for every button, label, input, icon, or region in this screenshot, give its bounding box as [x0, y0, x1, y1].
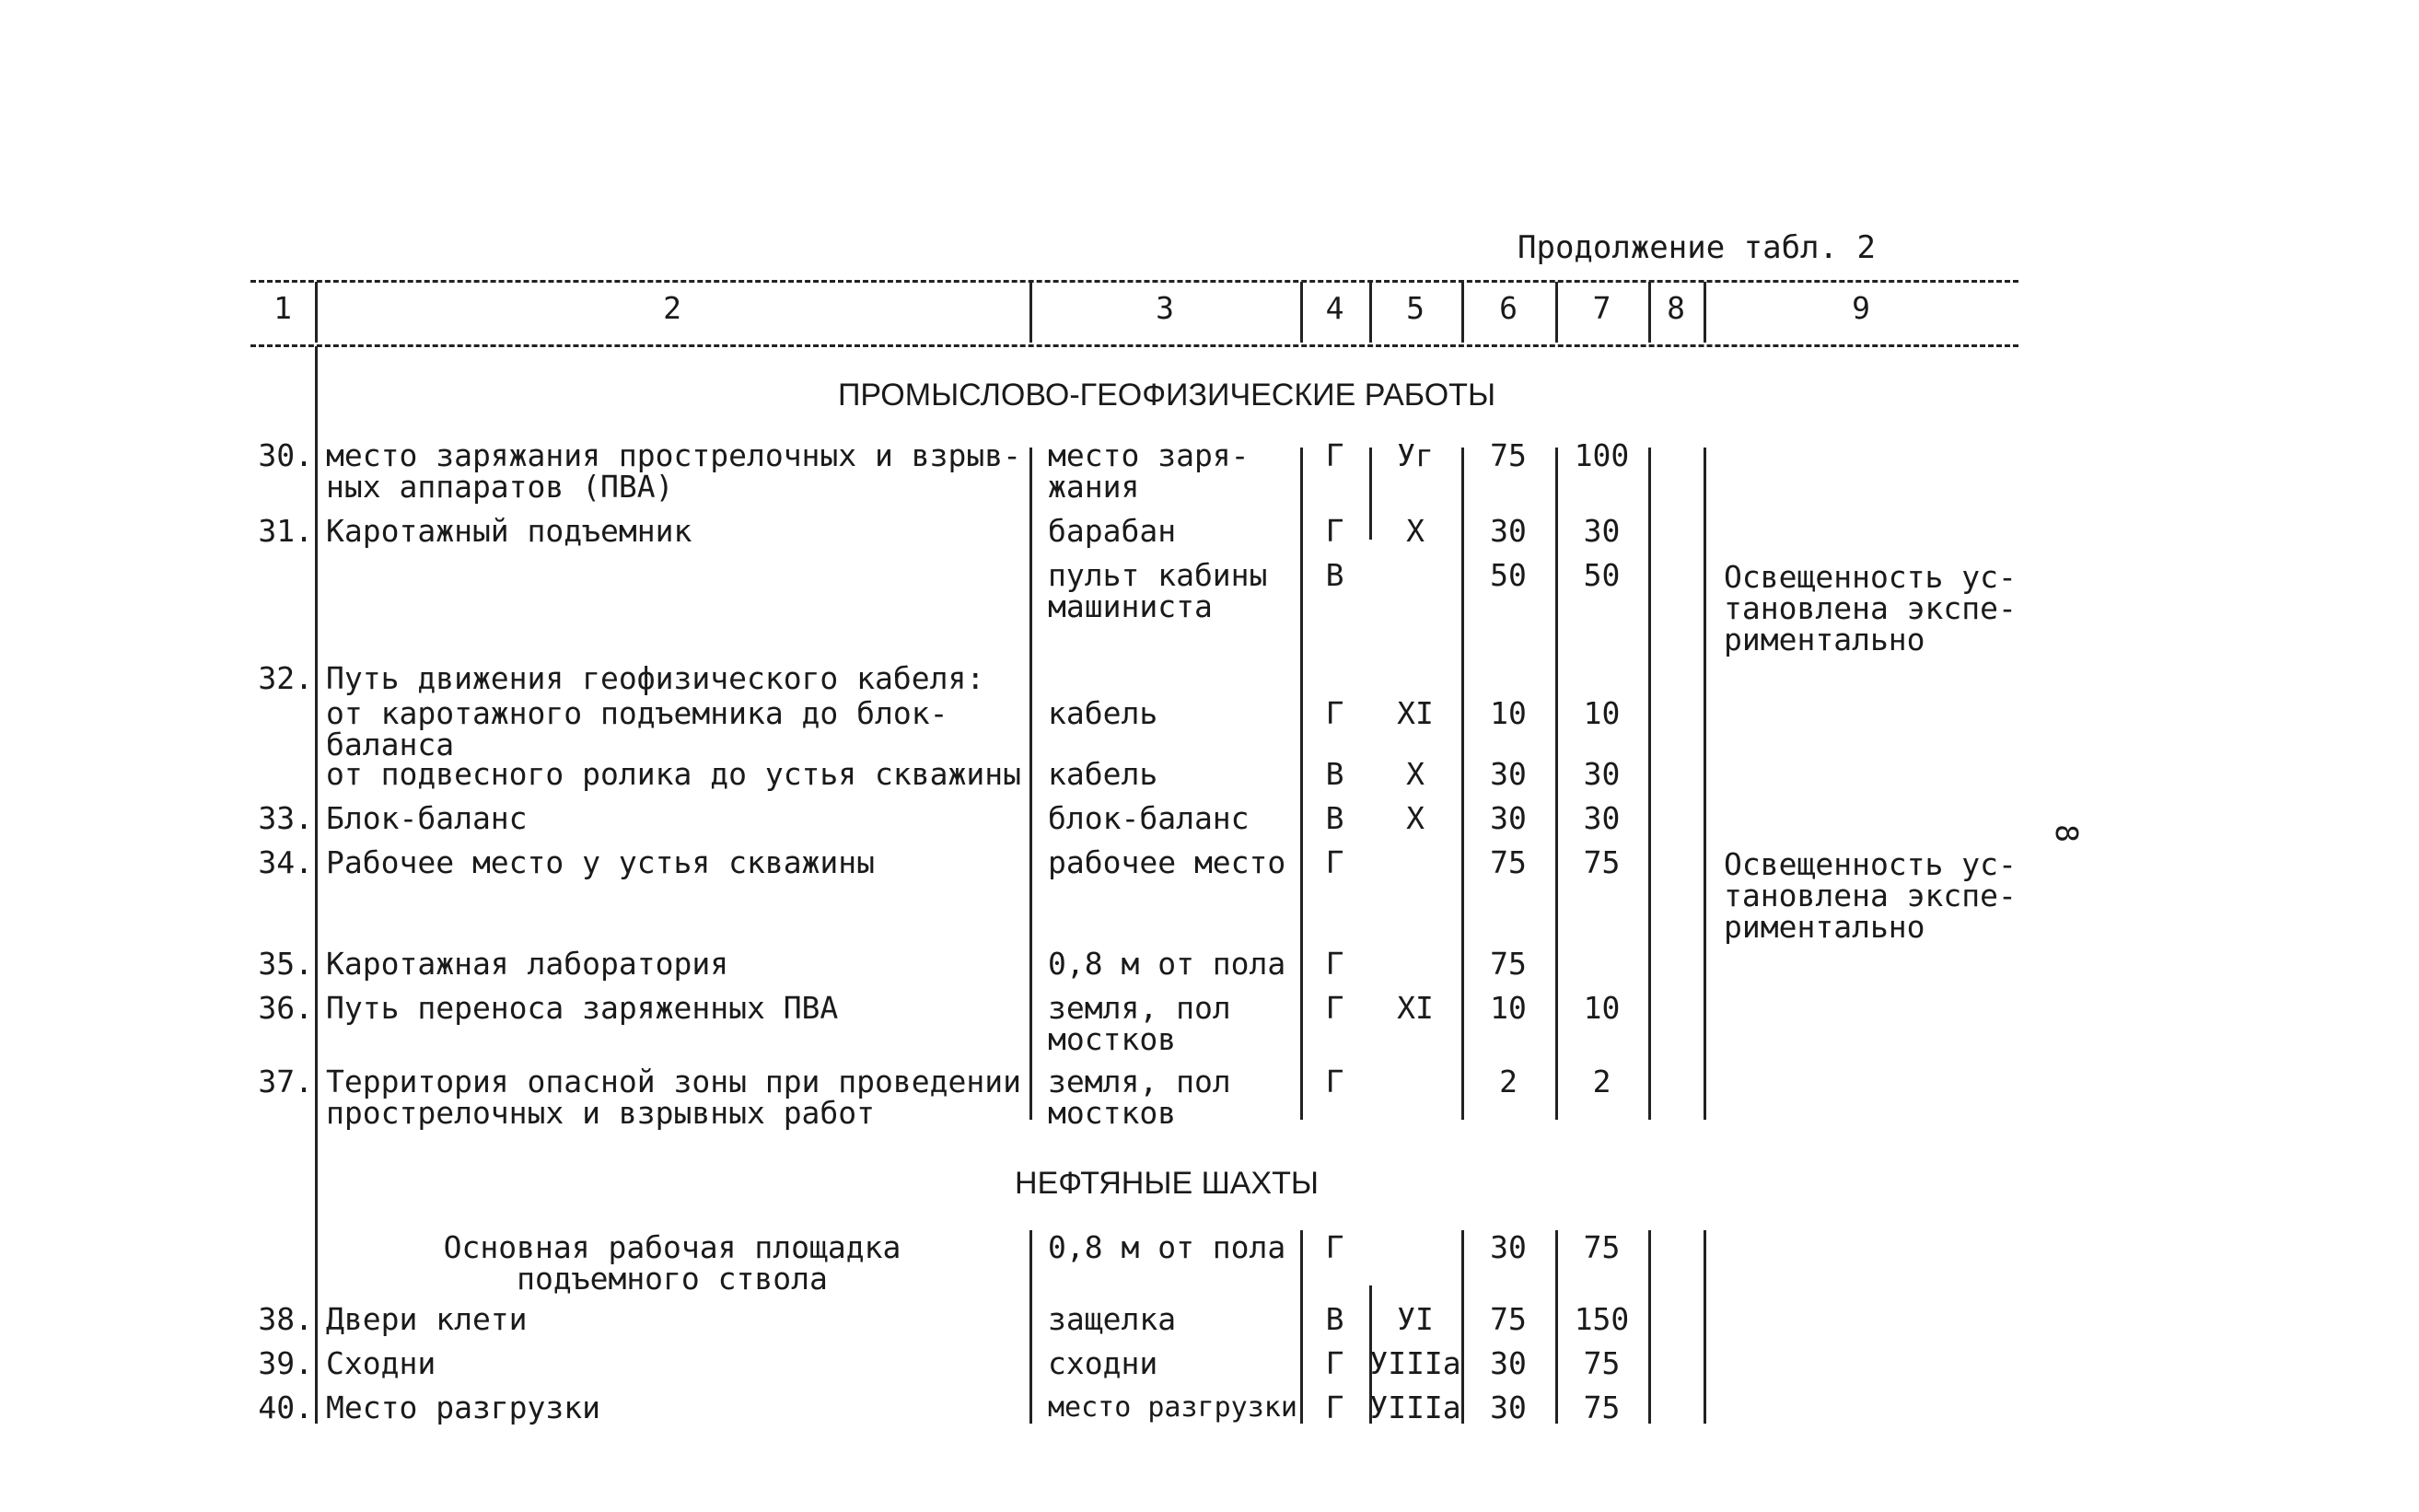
work-surface: 0,8 м от пола	[1048, 1229, 1286, 1265]
plane-code: Г	[1325, 1390, 1344, 1425]
row-number: 31.	[258, 513, 313, 549]
plane-code: Г	[1325, 437, 1344, 473]
illuminance-value: 75	[1490, 946, 1527, 982]
illuminance-value: 75	[1490, 437, 1527, 473]
column-header: 2	[663, 290, 681, 326]
location-name: ных аппаратов (ПВА)	[326, 469, 674, 505]
row-number: 37.	[258, 1064, 313, 1099]
work-surface: пульт кабины	[1048, 557, 1268, 593]
location-name: от подвесного ролика до устья скважины	[326, 756, 1021, 792]
illuminance-value: 75	[1583, 1345, 1621, 1381]
illuminance-value: 30	[1583, 800, 1621, 836]
visual-class: УIIIа	[1369, 1390, 1461, 1425]
note: тановлена экспе-	[1724, 878, 2017, 913]
column-divider	[1029, 448, 1032, 1120]
location-name: прострелочных и взрывных работ	[326, 1095, 876, 1131]
work-surface: кабель	[1048, 695, 1158, 731]
work-surface: 0,8 м от пола	[1048, 946, 1286, 982]
row-number: 33.	[258, 800, 313, 836]
work-surface: барабан	[1048, 513, 1177, 549]
column-header: 1	[273, 290, 292, 326]
column-header: 7	[1592, 290, 1611, 326]
note: Освещенность ус-	[1724, 846, 2017, 882]
illuminance-value: 2	[1499, 1064, 1518, 1099]
location-name: Основная рабочая площадка	[443, 1229, 901, 1265]
plane-code: Г	[1325, 844, 1344, 880]
visual-class: X	[1406, 800, 1425, 836]
illuminance-value: 30	[1490, 800, 1527, 836]
visual-class: XI	[1397, 695, 1434, 731]
column-divider	[1704, 448, 1706, 1120]
plane-code: В	[1325, 756, 1344, 792]
work-surface: блок-баланс	[1048, 800, 1250, 836]
page-number: 8	[2048, 824, 2085, 843]
location-name: место заряжания прострелочных и взрыв-	[326, 437, 1021, 473]
location-name: Каротажная лаборатория	[326, 946, 729, 982]
illuminance-value: 30	[1583, 513, 1621, 549]
illuminance-value: 30	[1490, 1390, 1527, 1425]
illuminance-value: 75	[1583, 1229, 1621, 1265]
illuminance-value: 30	[1583, 756, 1621, 792]
column-header: 4	[1325, 290, 1344, 326]
illuminance-value: 30	[1490, 1229, 1527, 1265]
column-header: 8	[1667, 290, 1685, 326]
visual-class: XI	[1397, 990, 1434, 1026]
continuation-heading: Продолжение табл. 2	[1518, 229, 1876, 266]
work-surface: кабель	[1048, 756, 1158, 792]
column-divider	[1029, 1230, 1032, 1424]
illuminance-value: 2	[1592, 1064, 1611, 1099]
location-name: Сходни	[326, 1345, 436, 1381]
location-name: Каротажный подъемник	[326, 513, 692, 549]
work-surface: место заря-	[1048, 437, 1250, 473]
column-divider	[1648, 448, 1651, 1120]
work-surface: земля, пол	[1048, 990, 1231, 1026]
illuminance-value: 30	[1490, 756, 1527, 792]
plane-code: Г	[1325, 513, 1344, 549]
row-number: 35.	[258, 946, 313, 982]
location-name: Территория опасной зоны при проведении	[326, 1064, 1021, 1099]
location-name: Двери клети	[326, 1301, 528, 1337]
plane-code: В	[1325, 1301, 1344, 1337]
section-title: НЕФТЯНЫЕ ШАХТЫ	[1015, 1166, 1319, 1201]
location-name: Рабочее место у устья скважины	[326, 844, 876, 880]
plane-code: Г	[1325, 1229, 1344, 1265]
illuminance-value: 10	[1583, 695, 1621, 731]
note: риментально	[1724, 622, 1925, 657]
row-number: 36.	[258, 990, 313, 1026]
illuminance-value: 50	[1583, 557, 1621, 593]
location-name: баланса	[326, 727, 455, 762]
illuminance-value: 75	[1490, 1301, 1527, 1337]
row-number: 39.	[258, 1345, 313, 1381]
row-number: 34.	[258, 844, 313, 880]
illuminance-value: 75	[1583, 844, 1621, 880]
work-surface: машиниста	[1048, 588, 1213, 624]
column-header: 3	[1156, 290, 1174, 326]
row-number: 32.	[258, 660, 313, 696]
row-number: 40.	[258, 1390, 313, 1425]
visual-class: X	[1406, 756, 1425, 792]
plane-code: Г	[1325, 695, 1344, 731]
illuminance-value: 10	[1490, 695, 1527, 731]
location-name: от каротажного подъемника до блок-	[326, 695, 948, 731]
column-divider	[1704, 1230, 1706, 1424]
row-number: 30.	[258, 437, 313, 473]
visual-class: Уг	[1397, 437, 1434, 473]
work-surface: мостков	[1048, 1095, 1177, 1131]
location-name: Путь переноса заряженных ПВА	[326, 990, 839, 1026]
work-surface: мостков	[1048, 1021, 1177, 1057]
plane-code: В	[1325, 800, 1344, 836]
visual-class: X	[1406, 513, 1425, 549]
row-number: 38.	[258, 1301, 313, 1337]
note: тановлена экспе-	[1724, 590, 2017, 626]
column-header: 9	[1852, 290, 1870, 326]
location-name: подъемного ствола	[517, 1261, 828, 1297]
work-surface: земля, пол	[1048, 1064, 1231, 1099]
work-surface: жания	[1048, 469, 1140, 505]
illuminance-value: 50	[1490, 557, 1527, 593]
visual-class: УI	[1397, 1301, 1434, 1337]
illuminance-value: 75	[1490, 844, 1527, 880]
column-header: 5	[1406, 290, 1425, 326]
illuminance-value: 75	[1583, 1390, 1621, 1425]
illuminance-value: 100	[1574, 437, 1630, 473]
location-name: Путь движения геофизического кабеля:	[326, 660, 985, 696]
plane-code: Г	[1325, 1345, 1344, 1381]
illuminance-value: 150	[1574, 1301, 1630, 1337]
header-top-rule	[250, 280, 2018, 283]
illuminance-value: 10	[1583, 990, 1621, 1026]
plane-code: Г	[1325, 1064, 1344, 1099]
header-bottom-rule	[250, 344, 2018, 347]
plane-code: В	[1325, 557, 1344, 593]
location-name: Место разгрузки	[326, 1390, 601, 1425]
note: Освещенность ус-	[1724, 559, 2017, 595]
work-surface: защелка	[1048, 1301, 1177, 1337]
illuminance-value: 30	[1490, 513, 1527, 549]
column-header: 6	[1499, 290, 1518, 326]
location-name: Блок-баланс	[326, 800, 528, 836]
plane-code: Г	[1325, 990, 1344, 1026]
column-divider	[1648, 1230, 1651, 1424]
illuminance-value: 10	[1490, 990, 1527, 1026]
work-surface: место разгрузки	[1048, 1391, 1297, 1424]
work-surface: рабочее место	[1048, 844, 1286, 880]
note: риментально	[1724, 909, 1925, 945]
visual-class: УIIIа	[1369, 1345, 1461, 1381]
illuminance-value: 30	[1490, 1345, 1527, 1381]
work-surface: сходни	[1048, 1345, 1158, 1381]
plane-code: Г	[1325, 946, 1344, 982]
section-title: ПРОМЫСЛОВО-ГЕОФИЗИЧЕСКИЕ РАБОТЫ	[837, 378, 1496, 413]
